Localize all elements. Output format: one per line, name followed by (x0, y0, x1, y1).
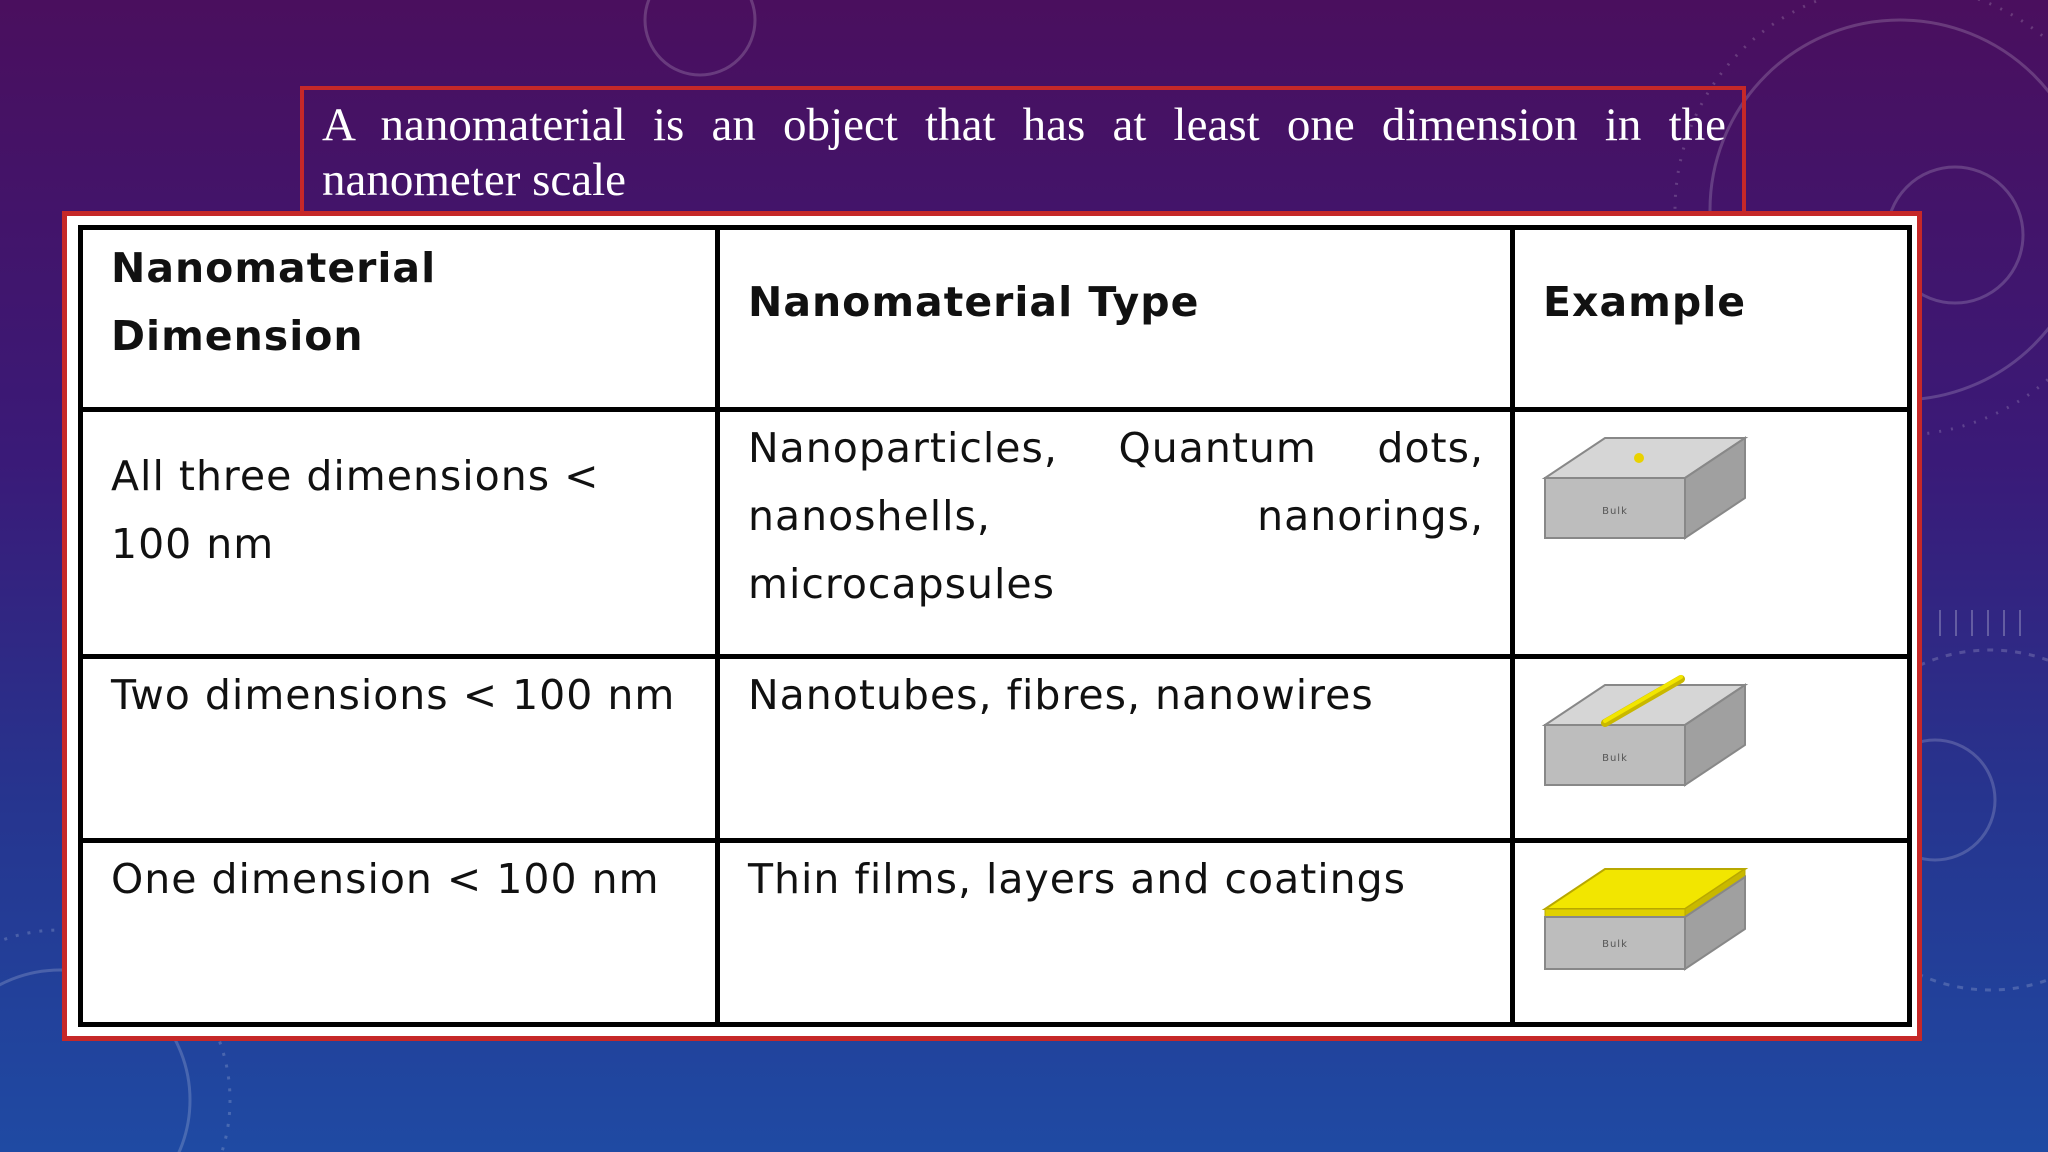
nanoparticle-on-bulk-figure (1535, 426, 1755, 556)
table-row (81, 841, 1910, 1025)
cell-dimension: Two dimensions < 100 nm (81, 657, 718, 841)
bulk-label: Bulk (1602, 939, 1628, 950)
cell-example (1513, 410, 1910, 657)
table-header-row (81, 228, 1910, 410)
cell-type: Nanoparticles, Quantum dots, nanoshells, nanorings, microcapsules (718, 410, 1513, 657)
header-dimension: Nanomaterial Dimension (81, 228, 718, 410)
nanoparticle-dot (1634, 453, 1644, 463)
bulk-label: Bulk (1602, 506, 1628, 517)
definition-text: A nanomaterial is an object that has at least one dimension in the nanometer scale (322, 99, 1726, 206)
definition-box (300, 86, 1746, 218)
table-row (81, 657, 1910, 841)
film-edge (1545, 909, 1685, 917)
header-example: Example (1513, 228, 1910, 410)
nanowire-on-bulk-figure (1535, 673, 1755, 803)
cell-dimension: One dimension < 100 nm (81, 841, 718, 1025)
cell-type: Thin films, layers and coatings (718, 841, 1513, 1025)
cell-dimension: All three dimensions < 100 nm (81, 410, 718, 657)
cell-example (1513, 841, 1910, 1025)
thin-film-on-bulk-figure (1535, 857, 1755, 987)
bulk-label: Bulk (1602, 753, 1628, 764)
header-type: Nanomaterial Type (718, 228, 1513, 410)
cell-example (1513, 657, 1910, 841)
cell-type: Nanotubes, fibres, nanowires (718, 657, 1513, 841)
table-row (81, 410, 1910, 657)
nanomaterial-table (78, 225, 1912, 1027)
table-frame (62, 211, 1922, 1041)
